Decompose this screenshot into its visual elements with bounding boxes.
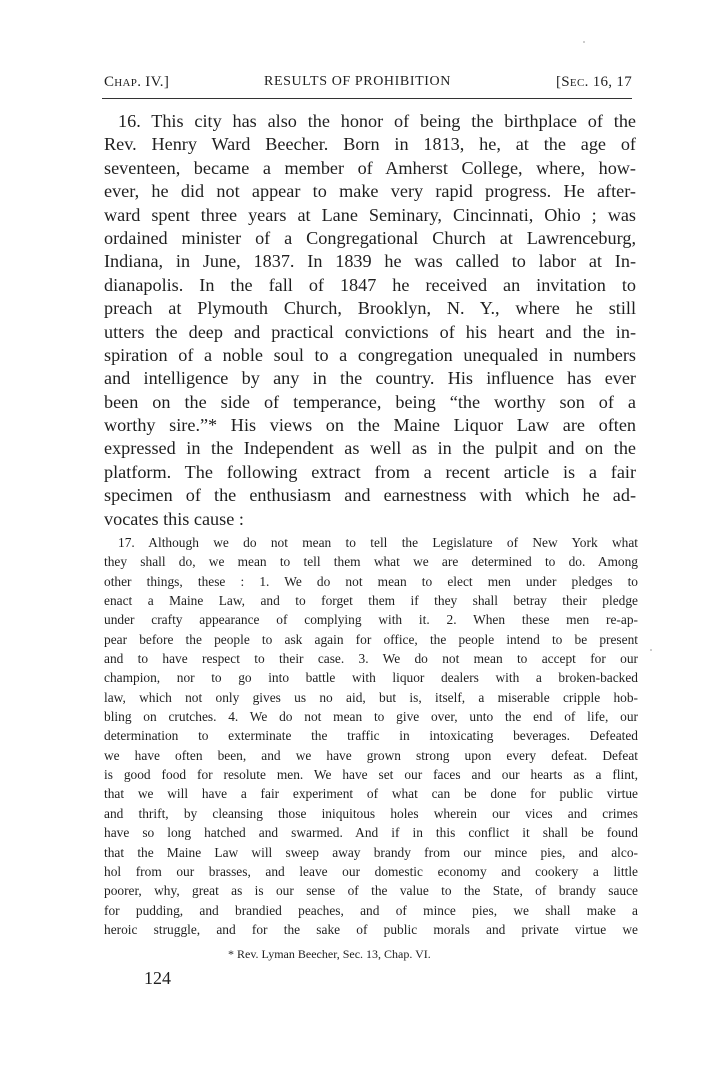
header-rule — [102, 98, 632, 99]
quote-line: hol from our brasses, and leave our domestic economy and cookery a little — [104, 863, 638, 879]
quote-line: and thrift, by cleansing those iniquitous holes wherein our vices and crimes — [104, 805, 638, 821]
quote-line: bling on crutches. 4. We do not mean to give over, unto the end of life, our — [104, 709, 638, 725]
quote-line: 17. Although we do not mean to tell the Legislature of New York what — [118, 535, 638, 550]
body-line: ordained minister of a Congregational Church at Lawrenceburg, — [104, 227, 636, 248]
body-line: preach at Plymouth Church, Brooklyn, N. Y., where he still — [104, 298, 636, 319]
quote-line: have so long hatched and swarmed. And if in this conflict it shall be found — [104, 825, 638, 841]
body-line: platform. The following extract from a recent article is a fair — [104, 461, 636, 482]
page-number: 124 — [144, 968, 171, 988]
quote-line: is good food for resolute men. We have set our faces and our hearts as a flint, — [104, 767, 638, 783]
quote-line: for pudding, and brandied peaches, and of mince pies, we shall make a — [104, 902, 638, 918]
running-head-title: RESULTS OF PROHIBITION — [264, 74, 451, 89]
main-paragraph — [104, 110, 636, 531]
body-line: ever, he did not appear to make very rapid progress. He after- — [104, 181, 636, 202]
running-head-section: [Sec. 16, 17 — [556, 74, 632, 90]
body-line: been on the side of temperance, being “the worthy son of a — [104, 391, 636, 412]
body-line: worthy sire.”* His views on the Maine Liquor Law are often — [104, 415, 636, 436]
quote-line: poorer, why, great as is our sense of the value to the State, of brandy sauce — [104, 883, 638, 899]
quote-line: law, which not only gives us no aid, but is, itself, a miserable cripple hob- — [104, 689, 638, 705]
quote-line: other things, these : 1. We do not mean to elect men under pledges to — [104, 573, 638, 589]
body-line: Indiana, in June, 1837. In 1839 he was called to labor at In- — [104, 251, 636, 272]
quote-line: that we will have a fair experiment of what can be done for public virtue — [104, 786, 638, 802]
body-line: utters the deep and practical convictions of his heart and the in- — [104, 321, 636, 342]
quote-line: that the Maine Law will sweep away brandy from our mince pies, and alco- — [104, 844, 638, 860]
paper-speck — [583, 41, 585, 43]
body-line: specimen of the enthusiasm and earnestness with which he ad- — [104, 485, 636, 506]
quote-line: and to have respect to their case. 3. We do not mean to accept for our — [104, 651, 638, 667]
body-line: expressed in the Independent as well as in the pulpit and on the — [104, 438, 636, 459]
body-line: spiration of a noble soul to a congregation unequaled in numbers — [104, 344, 636, 365]
quote-line: champion, nor to go into battle with liquor dealers with a broken-backed — [104, 670, 638, 686]
quote-line: pear before the people to ask again for office, the people intend to be present — [104, 631, 638, 647]
quote-line: they shall do, we mean to tell them what we are determined to do. Among — [104, 554, 638, 570]
body-line: ward spent three years at Lane Seminary, Cincinnati, Ohio ; was — [104, 204, 636, 225]
quote-line: we have often been, and we have grown strong upon every defeat. Defeat — [104, 747, 638, 763]
quote-line: determination to exterminate the traffic in intoxicating beverages. Defeated — [104, 728, 638, 744]
body-line: 16. This city has also the honor of being the birthplace of the — [118, 111, 636, 131]
body-line: seventeen, became a member of Amherst College, where, how- — [104, 157, 636, 178]
body-line: and intelligence by any in the country. His influence has ever — [104, 368, 636, 389]
quote-line: under crafty appearance of complying with it. 2. When these men re-ap- — [104, 612, 638, 628]
running-head-chapter: Chap. IV.] — [104, 74, 170, 90]
body-line: vocates this cause : — [104, 508, 244, 529]
running-head — [104, 74, 632, 98]
body-line: Rev. Henry Ward Beecher. Born in 1813, he, at the age of — [104, 134, 636, 155]
paper-speck — [650, 649, 652, 651]
footnote: * Rev. Lyman Beecher, Sec. 13, Chap. VI. — [228, 947, 431, 961]
quote-line: enact a Maine Law, and to forget them if they shall betray their pledge — [104, 593, 638, 609]
body-line: dianapolis. In the fall of 1847 he received an invitation to — [104, 274, 636, 295]
quoted-extract — [104, 533, 638, 939]
quote-line: heroic struggle, and for the sake of public morals and private virtue we — [104, 921, 638, 937]
